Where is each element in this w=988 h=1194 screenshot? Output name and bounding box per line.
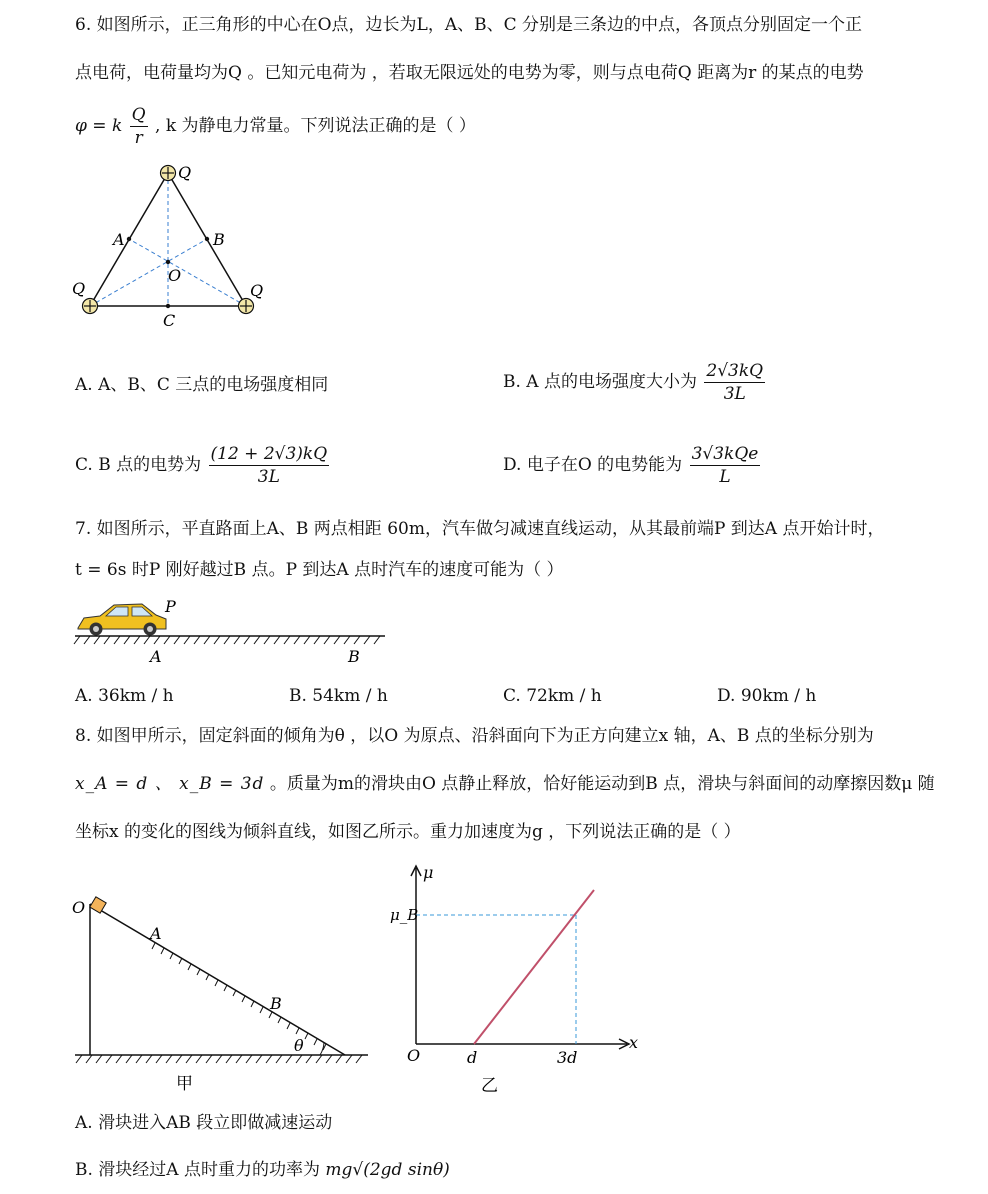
- charge-top-icon: [161, 166, 176, 181]
- q6-line1: 6. 如图所示，正三角形的中心在O点，边长为L，A、B、C 分别是三条边的中点，各顶点分别固定一个正: [75, 15, 863, 35]
- q7-option-D: D. 90km / h: [717, 686, 817, 706]
- label-d: d: [467, 1048, 478, 1067]
- q6-option-D-den: L: [719, 467, 731, 487]
- q6-option-C: [75, 443, 331, 488]
- q6-option-C-prefix: C. B 点的电势为: [75, 455, 202, 475]
- q6-option-D-prefix: D. 电子在O 的电势能为: [503, 455, 683, 475]
- label-A: A: [113, 230, 125, 249]
- label-B: B: [213, 230, 225, 249]
- q8-mu-graph: [385, 858, 655, 1098]
- label-P: P: [165, 598, 176, 616]
- q8-line2-rest: 。质量为m的滑块由O 点静止释放，恰好能运动到B 点，滑块与斜面间的动摩擦因数μ 随: [264, 774, 935, 794]
- label-O: O: [168, 266, 182, 285]
- label-graph-O: O: [407, 1046, 421, 1065]
- caption-yi: 乙: [481, 1076, 498, 1096]
- q7-road-figure: [70, 598, 390, 670]
- label-road-A: A: [150, 647, 162, 666]
- q8-line1: 8. 如图甲所示，固定斜面的倾角为θ ，以O 为原点、沿斜面向下为正方向建立x 轴，A、B 点的坐标分别为: [75, 726, 874, 746]
- label-x: x: [629, 1033, 639, 1052]
- q7-option-B: B. 54km / h: [289, 686, 388, 706]
- label-incline-A: A: [150, 924, 162, 943]
- point-A: [127, 237, 131, 241]
- charge-left-icon: [83, 299, 98, 314]
- point-B: [205, 237, 209, 241]
- q6-option-D-fraction: [690, 443, 761, 488]
- q6-option-B-den: 3L: [723, 384, 746, 404]
- car-icon: [78, 604, 166, 636]
- q6-formula-den: r: [134, 128, 143, 148]
- q7-option-C: C. 72km / h: [503, 686, 602, 706]
- q7-line2: t = 6s 时P 刚好越过B 点。P 到达A 点时汽车的速度可能为（ ）: [75, 560, 564, 580]
- slider-block-icon: [90, 897, 106, 913]
- road-hatching: [74, 636, 380, 644]
- point-O: [166, 260, 170, 264]
- q6-option-B-fraction: [704, 360, 765, 405]
- q6-formula-prefix: φ = k: [75, 116, 123, 136]
- q6-option-D-num: 3√3kQe: [691, 444, 759, 464]
- q8-line2: [75, 771, 935, 797]
- incline-slope: [90, 904, 345, 1055]
- q6-option-C-num: (12 + 2√3)kQ: [210, 444, 328, 464]
- median-to-B: [90, 239, 207, 306]
- label-incline-B: B: [270, 994, 282, 1013]
- label-C: C: [163, 311, 176, 330]
- q6-option-C-fraction: [209, 443, 330, 488]
- label-incline-O: O: [72, 898, 86, 917]
- q6-option-D: [503, 443, 762, 488]
- q6-formula-line: [75, 104, 476, 149]
- q6-line2: 点电荷，电荷量均为Q 。已知元电荷为 ，若取无限远处的电势为零，则与点电荷Q 距离为r 的某点的电势: [75, 63, 864, 83]
- q7-line1: 7. 如图所示，平直路面上A、B 两点相距 60m，汽车做匀减速直线运动，从其最前端P 到达A 点开始计时，: [75, 519, 885, 539]
- q6-option-B-num: 2√3kQ: [706, 361, 764, 381]
- q7-option-A: A. 36km / h: [75, 686, 174, 706]
- q6-option-C-den: 3L: [257, 467, 280, 487]
- q8-coords: x_A = d 、 x_B = 3d: [75, 774, 265, 794]
- q8-option-A: A. 滑块进入AB 段立即做减速运动: [75, 1113, 333, 1133]
- label-theta: θ: [294, 1036, 304, 1055]
- slope-hatching: [152, 943, 326, 1050]
- q6-option-B: [503, 360, 767, 405]
- label-mu: μ: [423, 863, 434, 882]
- label-Q-right: Q: [250, 281, 264, 300]
- point-C: [166, 304, 170, 308]
- label-muB: μ_B: [390, 906, 419, 924]
- q6-formula-fraction: [130, 104, 148, 149]
- charge-right-icon: [239, 299, 254, 314]
- q6-formula-num: Q: [131, 105, 146, 125]
- label-Q-left: Q: [72, 279, 86, 298]
- label-3d: 3d: [557, 1048, 578, 1067]
- q6-formula-suffix: , k 为静电力常量。下列说法正确的是（ ）: [155, 116, 476, 136]
- ground-hatching: [76, 1055, 362, 1063]
- label-road-B: B: [348, 647, 360, 666]
- q8-option-B-prefix: B. 滑块经过A 点时重力的功率为: [75, 1160, 320, 1180]
- caption-jia: 甲: [176, 1074, 193, 1094]
- q6-option-A: A. A、B、C 三点的电场强度相同: [75, 375, 329, 395]
- q8-line3: 坐标x 的变化的图线为倾斜直线，如图乙所示。重力加速度为g ，下列说法正确的是（ ）: [75, 822, 741, 842]
- q8-option-B-formula: mg√(2gd sinθ): [325, 1160, 450, 1180]
- angle-arc: [320, 1042, 324, 1055]
- q8-incline-figure: [70, 890, 380, 1095]
- q6-option-B-prefix: B. A 点的电场强度大小为: [503, 372, 697, 392]
- label-Q-top: Q: [178, 163, 192, 182]
- median-to-A: [129, 239, 246, 306]
- q8-option-B: [75, 1157, 450, 1183]
- q6-triangle-figure: [70, 160, 280, 330]
